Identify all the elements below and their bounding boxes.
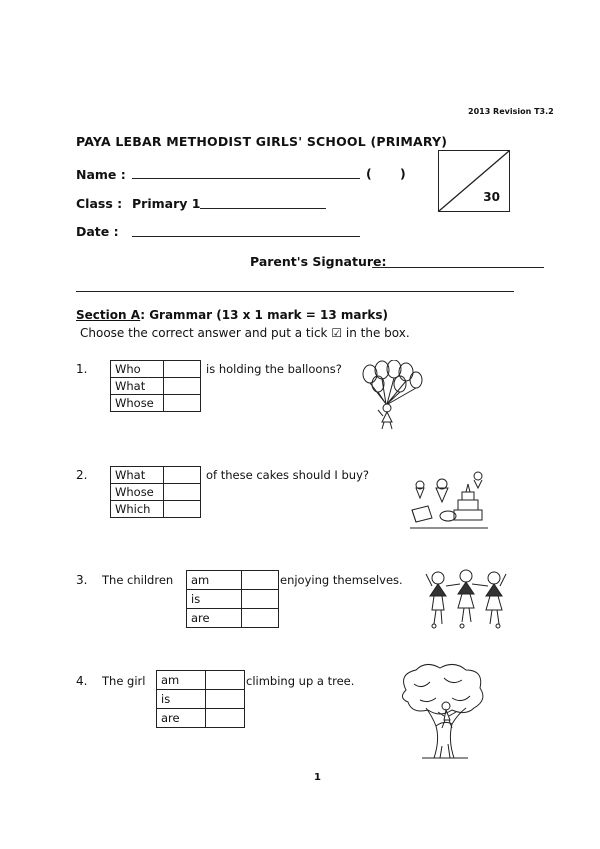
cakes-illustration: [408, 466, 490, 532]
tick-box[interactable]: [164, 501, 201, 518]
option-label: Who: [111, 361, 164, 378]
tick-box[interactable]: [206, 690, 245, 709]
tick-box[interactable]: [164, 484, 201, 501]
children-dancing-illustration: [424, 566, 508, 630]
answer-options: [110, 466, 201, 518]
option-label: Whose: [111, 484, 164, 501]
date-field[interactable]: [132, 236, 360, 237]
tick-box[interactable]: [242, 609, 279, 628]
page-number: 1: [314, 772, 321, 783]
class-extra-field[interactable]: [200, 208, 326, 209]
revision-label: 2013 Revision T3.2: [468, 107, 554, 116]
section-heading: [76, 308, 388, 322]
tick-box[interactable]: [206, 671, 245, 690]
signature-label: Parent's Signature:: [250, 254, 387, 269]
question-text: is holding the balloons?: [206, 362, 342, 376]
answer-options: [156, 670, 245, 728]
question-text: enjoying themselves.: [280, 573, 403, 587]
question-number: 2.: [76, 468, 88, 482]
section-subtitle: : Grammar (13 x 1 mark = 13 marks): [140, 308, 388, 322]
name-field[interactable]: [132, 178, 360, 179]
option-label: What: [111, 378, 164, 395]
option-label: What: [111, 467, 164, 484]
register-number-field[interactable]: [374, 166, 398, 182]
score-box: [438, 150, 510, 212]
tick-box[interactable]: [164, 467, 201, 484]
question-text: climbing up a tree.: [246, 674, 355, 688]
option-label: is: [157, 690, 206, 709]
header-separator: [76, 291, 514, 292]
question-text-before: The girl: [102, 674, 146, 688]
tick-box[interactable]: [164, 378, 201, 395]
option-label: are: [187, 609, 242, 628]
register-number-open: (: [366, 166, 372, 181]
option-label: are: [157, 709, 206, 728]
date-label: Date :: [76, 224, 119, 239]
balloons-girl-illustration: [356, 360, 426, 430]
question-number: 3.: [76, 573, 88, 587]
tick-box[interactable]: [164, 361, 201, 378]
option-label: am: [187, 571, 242, 590]
option-label: Whose: [111, 395, 164, 412]
tick-box[interactable]: [164, 395, 201, 412]
option-label: Which: [111, 501, 164, 518]
score-total: 30: [483, 190, 500, 204]
signature-field[interactable]: [372, 267, 544, 268]
tick-box[interactable]: [206, 709, 245, 728]
girl-climbing-tree-illustration: [392, 660, 492, 760]
question-text-before: The children: [102, 573, 174, 587]
class-value: Primary 1: [132, 196, 201, 211]
register-number-close: ): [400, 166, 406, 181]
school-name: PAYA LEBAR METHODIST GIRLS' SCHOOL (PRIMARY): [76, 134, 448, 149]
tick-box[interactable]: [242, 571, 279, 590]
section-title: Section A: [76, 308, 141, 322]
question-text: of these cakes should I buy?: [206, 468, 369, 482]
answer-options: [110, 360, 201, 412]
question-number: 4.: [76, 674, 88, 688]
answer-options: [186, 570, 279, 628]
option-label: am: [157, 671, 206, 690]
class-label: Class :: [76, 196, 123, 211]
section-instruction: Choose the correct answer and put a tick ☑ in the box.: [80, 326, 410, 340]
option-label: is: [187, 590, 242, 609]
tick-box[interactable]: [242, 590, 279, 609]
name-label: Name :: [76, 167, 126, 182]
question-number: 1.: [76, 362, 88, 376]
